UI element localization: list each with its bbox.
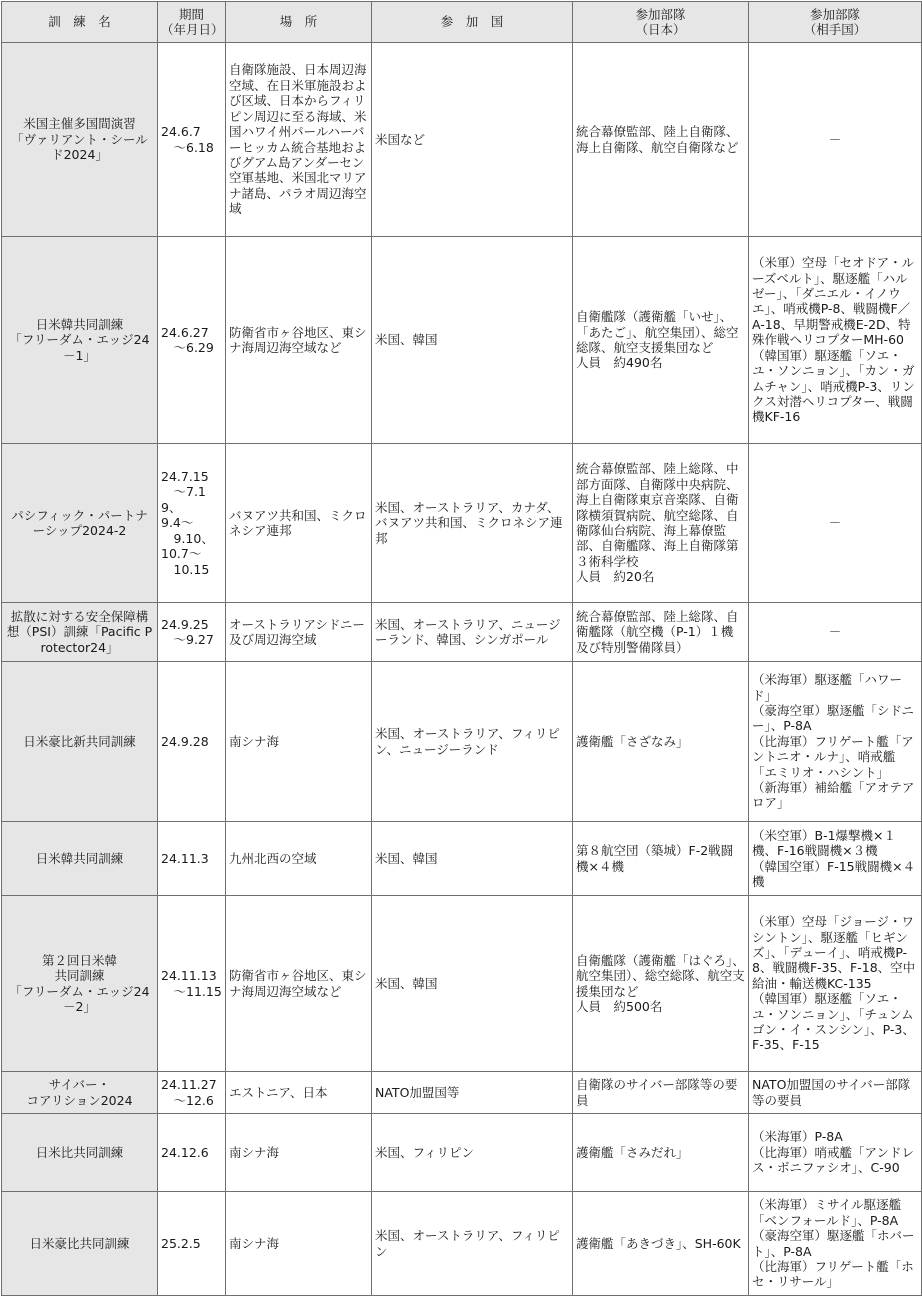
exercise-location: 九州北西の空域 (226, 822, 372, 896)
exercise-name: 日米比共同訓練 (2, 1114, 158, 1192)
participating-countries: 米国、オーストラリア、カナダ、バヌアツ共和国、ミクロネシア連邦 (372, 444, 573, 603)
participating-countries: 米国、韓国 (372, 822, 573, 896)
table-row (2, 1072, 922, 1114)
participating-countries: 米国、オーストラリア、フィリピン (372, 1192, 573, 1296)
table-row (2, 662, 922, 822)
japan-units: 自衛艦隊（護衛艦「いせ」、「あたご」、航空集団）、総空総隊、航空支援集団など 人員 約490名 (573, 237, 749, 444)
exercise-location: 南シナ海 (226, 1192, 372, 1296)
exercise-period: 25.2.5 (158, 1192, 226, 1296)
table-row (2, 237, 922, 444)
exercise-period: 24.11.13 ～11.15 (158, 896, 226, 1072)
table-row (2, 444, 922, 603)
exercise-period: 24.7.15 ～7.19、 9.4～ 9.10、 10.7～ 10.15 (158, 444, 226, 603)
exercise-location: エストニア、日本 (226, 1072, 372, 1114)
exercise-period: 24.9.28 (158, 662, 226, 822)
partner-units: － (749, 43, 922, 237)
japan-units: 護衛艦「さみだれ」 (573, 1114, 749, 1192)
partner-units: NATO加盟国のサイバー部隊等の要員 (749, 1072, 922, 1114)
exercise-name: 日米豪比新共同訓練 (2, 662, 158, 822)
japan-units: 護衛艦「あきづき」、SH-60K (573, 1192, 749, 1296)
partner-units: （米海軍）ミサイル駆逐艦「ベンフォールド」、P-8A （豪海空軍）駆逐艦「ホバート」、P-8A （比海軍）フリゲート艦「ホセ・リサール」 (749, 1192, 922, 1296)
partner-units: － (749, 444, 922, 603)
table-row (2, 1192, 922, 1296)
table-row (2, 822, 922, 896)
partner-units: － (749, 603, 922, 662)
exercise-period: 24.9.25 ～9.27 (158, 603, 226, 662)
table-row (2, 603, 922, 662)
exercise-table (1, 1, 922, 1296)
exercise-name: パシフィック・パートナーシップ2024-2 (2, 444, 158, 603)
exercise-name: 日米韓共同訓練 「フリーダム・エッジ24－1」 (2, 237, 158, 444)
header-row (2, 2, 922, 43)
partner-units: （米軍）空母「ジョージ・ワシントン」、駆逐艦「ヒギンズ」、「デューイ」、哨戒機P-8、戦闘機F-35、F-18、空中給油・輸送機KC-135 （韓国軍）駆逐艦「ソエ・ユ・ソンニョン」、「チュンムゴン・イ・スンシン」、P-3、F-35、F-15 (749, 896, 922, 1072)
header-location: 場 所 (226, 2, 372, 43)
exercise-location: オーストラリアシドニー及び周辺海空域 (226, 603, 372, 662)
japan-units: 統合幕僚監部、陸上総隊、中部方面隊、自衛隊中央病院、海上自衛隊東京音楽隊、自衛隊横須賀病院、航空総隊、自衛隊仙台病院、海上幕僚監部、自衛艦隊、海上自衛隊第３術科学校 人員 約20名 (573, 444, 749, 603)
participating-countries: 米国、オーストラリア、フィリピン、ニュージーランド (372, 662, 573, 822)
japan-units: 統合幕僚監部、陸上自衛隊、海上自衛隊、航空自衛隊など (573, 43, 749, 237)
participating-countries: NATO加盟国等 (372, 1072, 573, 1114)
exercise-location: 防衛省市ヶ谷地区、東シナ海周辺海空域など (226, 896, 372, 1072)
partner-units: （米空軍）B-1爆撃機×１機、F-16戦闘機×３機 （韓国空軍）F-15戦闘機×４機 (749, 822, 922, 896)
header-japan-units: 参加部隊 （日本） (573, 2, 749, 43)
participating-countries: 米国、韓国 (372, 896, 573, 1072)
participating-countries: 米国、韓国 (372, 237, 573, 444)
japan-units: 自衛隊のサイバー部隊等の要員 (573, 1072, 749, 1114)
exercise-name: 拡散に対する安全保障構想（PSI）訓練「Pacific Protector24」 (2, 603, 158, 662)
exercise-location: 防衛省市ヶ谷地区、東シナ海周辺海空域など (226, 237, 372, 444)
japan-units: 統合幕僚監部、陸上総隊、自衛艦隊（航空機（P-1）１機及び特別警備隊員） (573, 603, 749, 662)
exercise-period: 24.11.27 ～12.6 (158, 1072, 226, 1114)
exercise-name: 日米豪比共同訓練 (2, 1192, 158, 1296)
exercise-name: 日米韓共同訓練 (2, 822, 158, 896)
table-row (2, 1114, 922, 1192)
exercise-location: 南シナ海 (226, 1114, 372, 1192)
exercise-location: 自衛隊施設、日本周辺海空域、在日米軍施設および区域、日本からフィリピン周辺に至る海域、米国ハワイ州パールハーバーヒッカム統合基地およびグアム島アンダーセン空軍基地、米国北マリアナ諸島、パラオ周辺海空域 (226, 43, 372, 237)
participating-countries: 米国、フィリピン (372, 1114, 573, 1192)
exercise-location: 南シナ海 (226, 662, 372, 822)
japan-units: 護衛艦「さざなみ」 (573, 662, 749, 822)
header-countries: 参 加 国 (372, 2, 573, 43)
exercise-name: 第２回日米韓 共同訓練 「フリーダム・エッジ24－2」 (2, 896, 158, 1072)
exercise-name: サイバー・ コアリション2024 (2, 1072, 158, 1114)
table-body (2, 43, 922, 1296)
table-header (2, 2, 922, 43)
header-partner-units: 参加部隊 （相手国） (749, 2, 922, 43)
exercise-period: 24.6.7 ～6.18 (158, 43, 226, 237)
header-period: 期間 （年月日） (158, 2, 226, 43)
partner-units: （米海軍）P-8A （比海軍）哨戒艦「アンドレス・ボニファシオ」、C-90 (749, 1114, 922, 1192)
partner-units: （米軍）空母「セオドア・ルーズベルト」、駆逐艦「ハルゼー」、「ダニエル・イノウエ」、哨戒機P-8、戦闘機F／A-18、早期警戒機E-2D、特殊作戦ヘリコプターMH-60 （韓国軍）駆逐艦「ソエ・ユ・ソンニョン」、「カン・ガムチャン」、哨戒機P-3、リンクス対潜ヘリコプター、戦闘機KF-16 (749, 237, 922, 444)
table-row (2, 896, 922, 1072)
table-row (2, 43, 922, 237)
partner-units: （米海軍）駆逐艦「ハワード」 （豪海空軍）駆逐艦「シドニー」、P-8A （比海軍）フリゲート艦「アントニオ・ルナ」、哨戒艦「エミリオ・ハシント」 （新海軍）補給艦「アオテアロア」 (749, 662, 922, 822)
participating-countries: 米国、オーストラリア、ニュージーランド、韓国、シンガポール (372, 603, 573, 662)
exercise-name: 米国主催多国間演習 「ヴァリアント・シールド2024」 (2, 43, 158, 237)
exercise-location: バヌアツ共和国、ミクロネシア連邦 (226, 444, 372, 603)
exercise-period: 24.12.6 (158, 1114, 226, 1192)
header-exercise-name: 訓 練 名 (2, 2, 158, 43)
japan-units: 第８航空団（築城）F-2戦闘機×４機 (573, 822, 749, 896)
japan-units: 自衛艦隊（護衛艦「はぐろ」、航空集団）、総空総隊、航空支援集団など 人員 約500名 (573, 896, 749, 1072)
exercise-period: 24.11.3 (158, 822, 226, 896)
exercise-period: 24.6.27 ～6.29 (158, 237, 226, 444)
participating-countries: 米国など (372, 43, 573, 237)
